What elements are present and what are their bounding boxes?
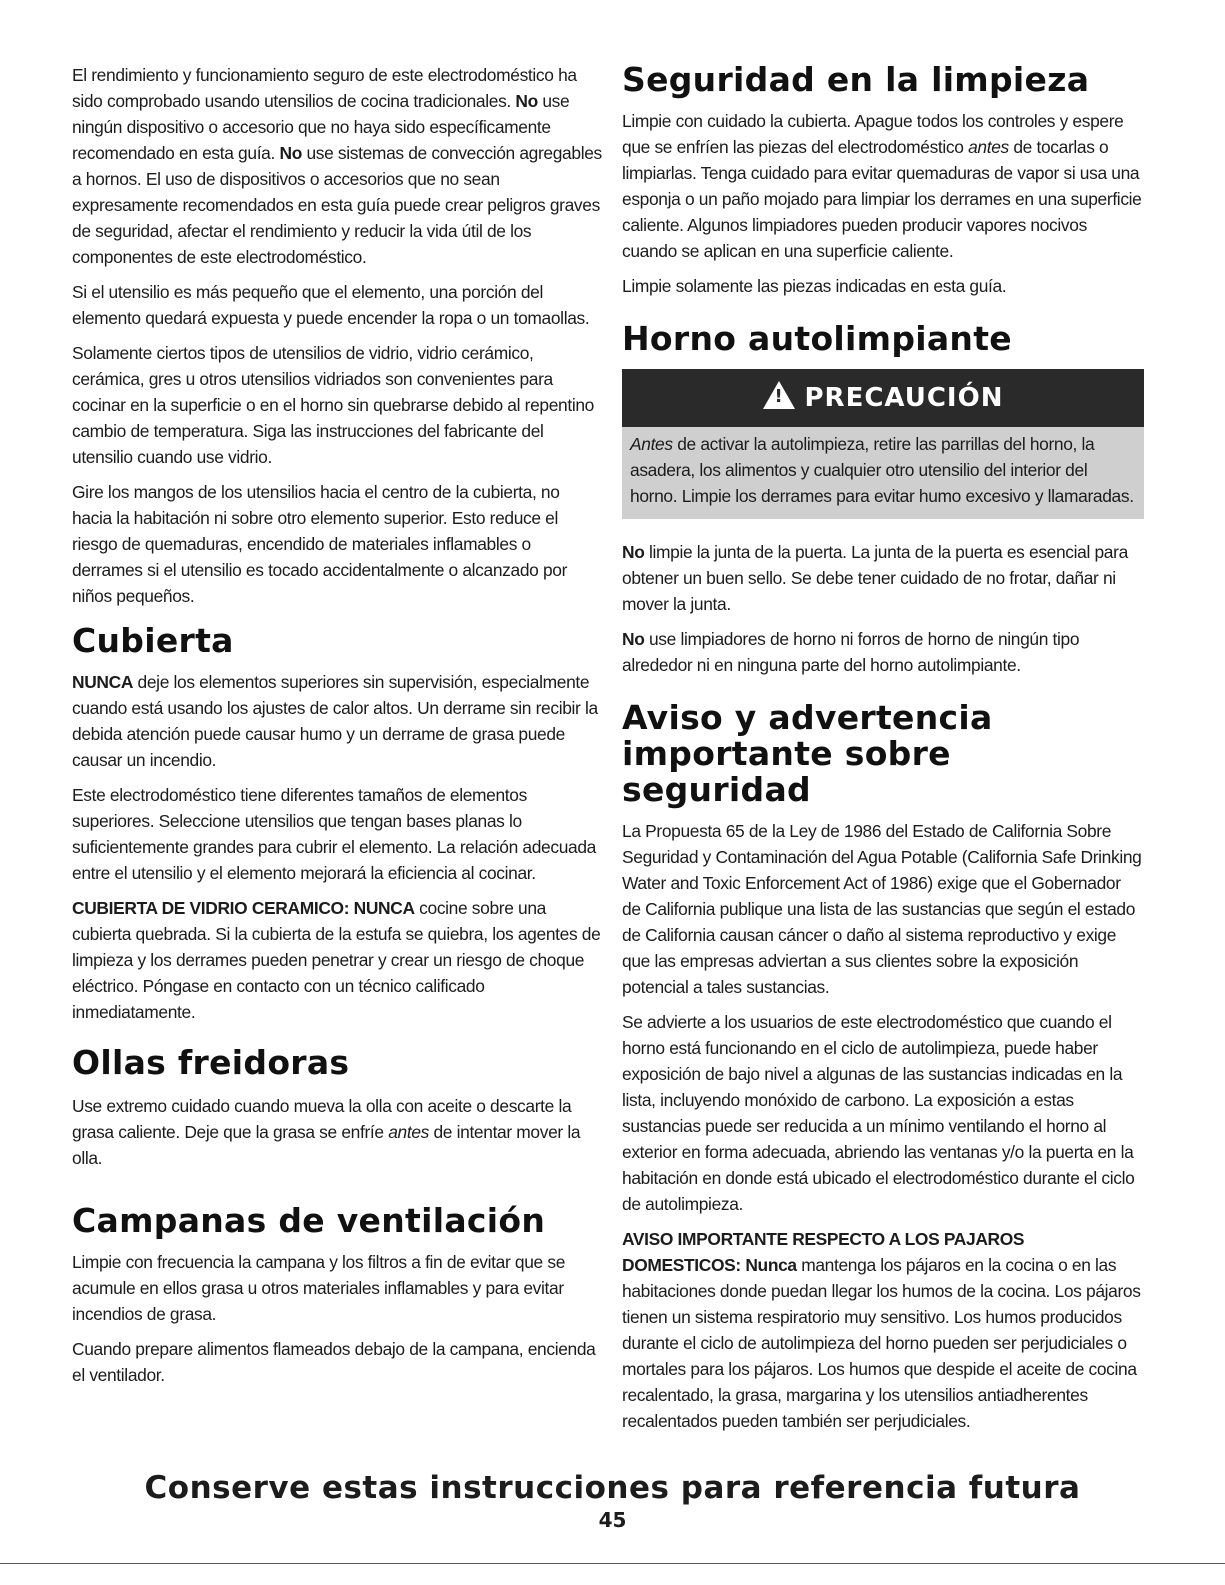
warning-triangle-icon	[763, 381, 795, 409]
intro-text: El rendimiento y funcionamiento seguro de este electrodoméstico ha sido comprobado usando utensilios de cocina tradicionales.	[72, 65, 577, 111]
bold-no-label: No	[279, 143, 302, 163]
campanas-paragraph-2: Cuando prepare alimentos flameados debajo de la campana, encienda el ventilador.	[72, 1339, 596, 1385]
intro-text: use ningún dispositivo o accesorio que no haya sido específicamente recomendado en esta guía.	[72, 91, 570, 163]
ollas-text: de intentar mover la olla.	[72, 1122, 581, 1168]
antes-emphasis: antes	[388, 1122, 429, 1142]
cubierta-paragraph-1	[72, 669, 602, 773]
aviso-heading-line-2: importante sobre seguridad	[622, 734, 951, 809]
campanas-heading: Campanas de ventilación	[72, 1201, 546, 1240]
cubierta-text: cocine sobre una cubierta quebrada. Si la cubierta de la estufa se quiebra, los agentes de limpieza y los derrames pueden penetrar y crear un riesgo de choque eléctrico. Póngase en contacto con un técnico calificado inmediatamente.	[72, 898, 601, 1022]
ollas-text: Use extremo cuidado cuando mueva la olla con aceite o descarte la grasa caliente. Deje que la grasa se enfríe	[72, 1096, 572, 1142]
aviso-paragraph-2: Se advierte a los usuarios de este electrodoméstico que cuando el horno está funcionando en el ciclo de autolimpieza, puede haber exposición de bajo nivel a algunas de las sustancias indicadas en la lista, incluyendo monóxido de carbono. La exposición a estas sustancias puede ser reducida a un mínimo ventilando el horno al exterior en forma adecuada, abriendo las ventanas y/o la puerta en la habitación en donde está ubicado el electrodoméstico durante el ciclo de autolimpieza.	[622, 1012, 1135, 1214]
aviso-heading-line-1: Aviso y advertencia	[622, 698, 993, 737]
cubierta-heading: Cubierta	[72, 621, 234, 660]
bold-no-label: No	[622, 629, 645, 649]
aviso-heading	[622, 700, 1142, 808]
intro-paragraph-3: Solamente ciertos tipos de utensilios de vidrio, vidrio cerámico, cerámica, gres u otros utensilios vidriados son convenientes para cocinar en la superficie o en el horno sin quebrarse debido al repentino cambio de temperatura. Siga las instrucciones del fabricante del utensilio cuando use vidrio.	[72, 343, 594, 467]
antes-emphasis: antes	[968, 137, 1009, 157]
nunca-label: NUNCA	[72, 672, 134, 692]
seguridad-paragraph-2: Limpie solamente las piezas indicadas en esta guía.	[622, 276, 1007, 296]
horno-text: use limpiadores de horno ni forros de horno de ningún tipo alrededor ni en ninguna parte del horno autolimpiante.	[622, 629, 1080, 675]
horno-heading: Horno autolimpiante	[622, 319, 1012, 358]
horno-paragraph-2	[622, 626, 1142, 678]
bold-no-label: No	[515, 91, 538, 111]
aviso-paragraph-3	[622, 1226, 1142, 1434]
warning-exclamation: !	[774, 386, 784, 407]
seguridad-heading: Seguridad en la limpieza	[622, 60, 1090, 99]
footer-title: Conserve estas instrucciones para referencia futura	[144, 1470, 1081, 1506]
ollas-paragraph-1	[72, 1093, 602, 1171]
page-number: 45	[598, 1508, 627, 1532]
cubierta-text: deje los elementos superiores sin supervisión, especialmente cuando está usando los ajustes de calor altos. Un derrame sin recibir la debida atención puede causar humo y un derrame de grasa puede causar un incendio.	[72, 672, 598, 770]
pajaros-label: AVISO IMPORTANTE RESPECTO A LOS PAJAROS DOMESTICOS: Nunca	[622, 1229, 1025, 1275]
vidrio-ceramico-label: CUBIERTA DE VIDRIO CERAMICO: NUNCA	[72, 898, 415, 918]
seguridad-paragraph-1	[622, 108, 1142, 264]
cubierta-paragraph-2: Este electrodoméstico tiene diferentes tamaños de elementos superiores. Seleccione utensilios que tengan bases planas lo suficientemente grandes para cubrir el elemento. La relación adecuada entre el utensilio y el elemento mejorará la eficiencia al cocinar.	[72, 785, 596, 883]
caution-body-text: de activar la autolimpieza, retire las parrillas del horno, la asadera, los alimentos y cualquier otro utensilio del interior del horno. Limpie los derrames para evitar humo excesivo y llamaradas.	[630, 434, 1134, 506]
right-column	[622, 62, 1142, 1443]
left-column	[72, 62, 602, 1397]
horno-paragraph-1	[622, 539, 1142, 617]
bold-no-label: No	[622, 542, 645, 562]
aviso-paragraph-1: La Propuesta 65 de la Ley de 1986 del Estado de California Sobre Seguridad y Contaminación del Agua Potable (California Safe Drinking Water and Toxic Enforcement Act of 1986) exige que el Gobernador de California publique una lista de las sustancias que según el estado de California causan cáncer o daño al sistema reproductivo y exige que las empresas adviertan a sus clientes sobre la exposición potencial a tales sustancias.	[622, 821, 1142, 997]
caution-header	[622, 369, 1144, 427]
intro-paragraph-4: Gire los mangos de los utensilios hacia el centro de la cubierta, no hacia la habitación ni sobre otro elemento superior. Esto reduce el riesgo de quemaduras, encendido de materiales inflamables o derrames si el utensilio es tocado accidentalmente o alcanzado por niños pequeños.	[72, 482, 568, 606]
caution-title: PRECAUCIÓN	[804, 383, 1004, 413]
bottom-rule	[0, 1563, 1225, 1564]
aviso-text: mantenga los pájaros en la cocina o en las habitaciones donde puedan llegar los humos de la cocina. Los pájaros tienen un sistema respiratorio muy sensitivo. Los humos producidos durante el ciclo de autolimpieza del horno pueden ser perjudiciales o mortales para los pájaros. Los humos que despide el aceite de cocina recalentado, la grasa, margarina y los utensilios antiadherentes recalentados pueden también ser perjudiciales.	[622, 1255, 1141, 1431]
cubierta-paragraph-3	[72, 895, 602, 1025]
antes-emphasis: Antes	[630, 434, 673, 454]
intro-paragraph-2: Si el utensilio es más pequeño que el elemento, una porción del elemento quedará expuesta y puede encender la ropa o un tomaollas.	[72, 282, 590, 328]
intro-text: use sistemas de convección agregables a hornos. El uso de dispositivos o accesorios que no sean expresamente recomendados en esta guía puede crear peligros graves de seguridad, afectar el rendimiento y reducir la vida útil de los componentes de este electrodoméstico.	[72, 143, 602, 267]
horno-text: limpie la junta de la puerta. La junta de la puerta es esencial para obtener un buen sello. Se debe tener cuidado de no frotar, dañar ni mover la junta.	[622, 542, 1128, 614]
ollas-heading: Ollas freidoras	[72, 1043, 350, 1082]
campanas-paragraph-1: Limpie con frecuencia la campana y los filtros a fin de evitar que se acumule en ellos grasa u otros materiales inflamables y para evitar incendios de grasa.	[72, 1252, 566, 1324]
caution-text	[622, 427, 1144, 519]
seguridad-text: de tocarlas o limpiarlas. Tenga cuidado para evitar quemaduras de vapor si usa una esponja o un paño mojado para limpiar los derrames en una superficie caliente. Algunos limpiadores pueden producir vapores nocivos cuando se aplican en una superficie caliente.	[622, 137, 1142, 261]
caution-box	[622, 369, 1144, 519]
seguridad-text: Limpie con cuidado la cubierta. Apague todos los controles y espere que se enfríen las piezas del electrodoméstico	[622, 111, 1124, 157]
intro-paragraph-1	[72, 62, 602, 270]
